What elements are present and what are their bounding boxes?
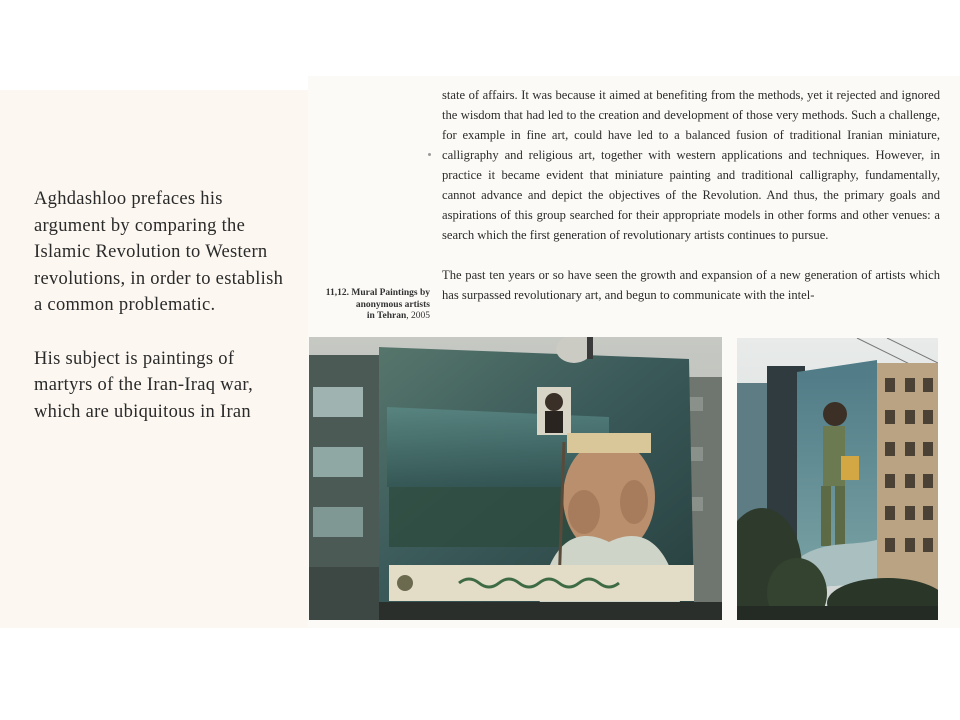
caption-year: , 2005 bbox=[406, 311, 430, 321]
mural-photo-right bbox=[737, 338, 938, 620]
caption-title: 11,12. Mural Paintings by anonymous artists bbox=[325, 288, 430, 310]
note-paragraph-1: Aghdashloo prefaces his argument by comparing the Islamic Revolution to Western revolutions, in order to establish a common problematic. bbox=[34, 189, 284, 315]
book-paragraph-1: state of affairs. It was because it aimed at benefiting from the methods, yet it rejected and ignored the wisdom that had led to the creation and development of those very methods. Such a challenge, for example in fine art, could have led to a balanced fusion of traditional Iranian miniature, calligraphy and religious art, together with western applications and techniques. However, in practice it became evident that miniature painting and traditional calligraphy, fundamentally, cannot advance and depict the objectives of the Revolution. And thus, the primary goals and aspirations of this group searched for their appropriate models in other forms and other venues: a search which the first generation of revolutionary artists continues to pursue. bbox=[442, 88, 940, 242]
note-paragraph-2: His subject is paintings of martyrs of the Iran-Iraq war, which are ubiquitous in Iran bbox=[34, 348, 254, 422]
slide-notes bbox=[34, 186, 294, 452]
mural-photo-right-image bbox=[737, 338, 938, 620]
figure-caption bbox=[312, 288, 430, 323]
book-paragraph-2: The past ten years or so have seen the growth and expansion of a new generation of artists which has surpassed revolutionary art, and begun to communicate with the intel- bbox=[442, 268, 940, 302]
book-body-text bbox=[442, 85, 940, 305]
caption-place: in Tehran bbox=[366, 311, 407, 321]
mural-photo-left-image bbox=[309, 337, 722, 620]
margin-mark bbox=[428, 153, 431, 156]
mural-photo-left bbox=[309, 337, 722, 620]
